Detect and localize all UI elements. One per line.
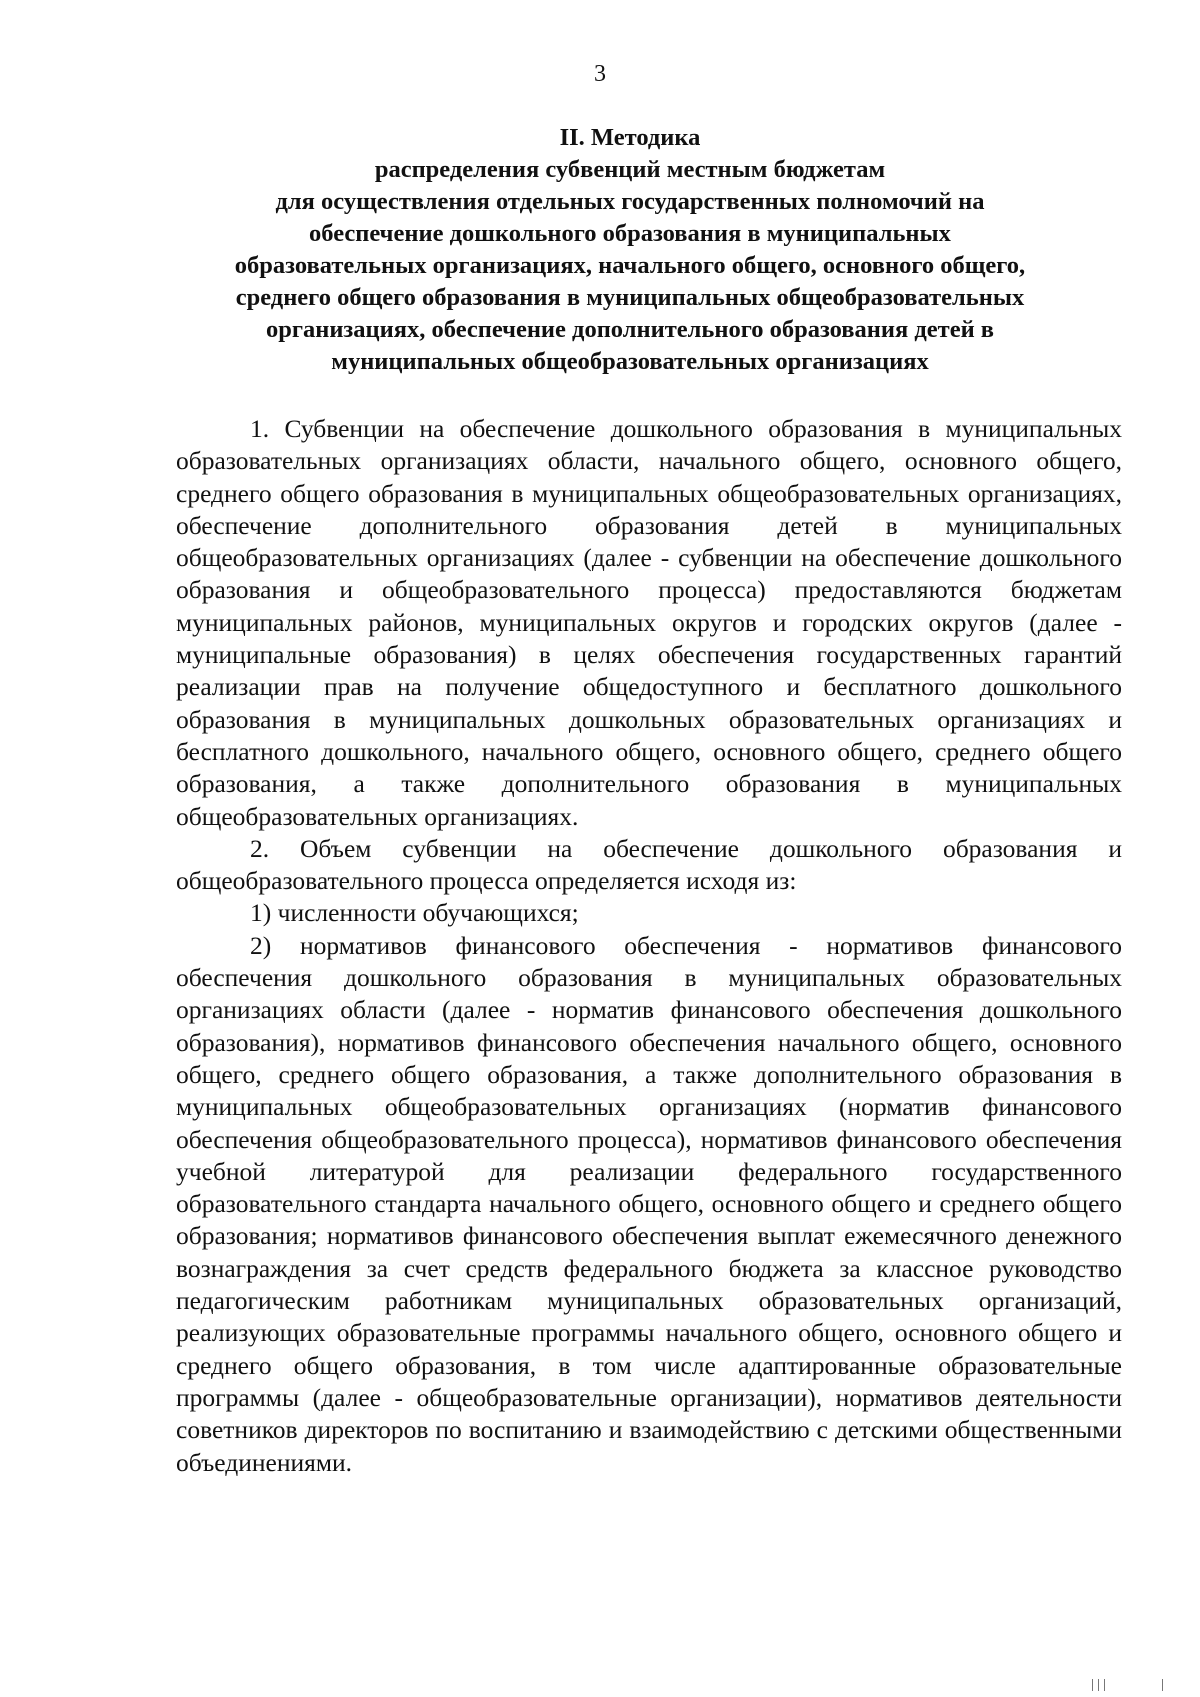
document-body: [176, 413, 1122, 1479]
title-line: II. Методика: [559, 124, 701, 151]
document-title: [170, 122, 1090, 378]
title-line: обеспечение дошкольного образования в муниципальных: [309, 220, 951, 247]
scan-mark: [1092, 1679, 1093, 1691]
page-number: 3: [594, 61, 606, 87]
title-line: распределения субвенций местным бюджетам: [374, 156, 886, 183]
title-line: для осуществления отдельных государственных полномочий на: [275, 188, 985, 215]
scan-mark: [1162, 1679, 1163, 1691]
scan-mark: [1098, 1679, 1099, 1691]
title-line: среднего общего образования в муниципальных общеобразовательных: [235, 284, 1025, 311]
scan-mark: [1104, 1679, 1105, 1691]
scan-artifact: [1070, 1677, 1170, 1691]
title-line: муниципальных общеобразовательных организациях: [331, 348, 929, 375]
title-line: образовательных организациях, начального общего, основного общего,: [234, 252, 1026, 279]
list-item-2: 2) нормативов финансового обеспечения - нормативов финансового обеспечения дошкольного образования в муниципальных образовательных организациях области (далее - норматив финансового обеспечения дошкольного образования), нормативов финансового обеспечения начального общего, основного общего, среднего общего образования, а также дополнительного образования в муниципальных общеобразовательных организациях (норматив финансового обеспечения общеобразовательного процесса), нормативов финансового обеспечения учебной литературой для реализации федерального государственного образовательного стандарта начального общего, основного общего и среднего общего образования; нормативов финансового обеспечения выплат ежемесячного денежного вознаграждения за счет средств федерального бюджета за классное руководство педагогическим работникам муниципальных образовательных организаций, реализующих образовательные программы начального общего, основного общего и среднего общего образования, в том числе адаптированные образовательные программы (далее - общеобразовательные организации), нормативов деятельности советников директоров по воспитанию и взаимодействию с детскими общественными объединениями.: [176, 930, 1122, 1477]
title-line: организациях, обеспечение дополнительного образования детей в: [265, 316, 995, 343]
paragraph-2: 2. Объем субвенции на обеспечение дошкольного образования и общеобразовательного процесса определяется исходя из:: [176, 833, 1122, 896]
list-item-1: 1) численности обучающихся;: [250, 898, 579, 928]
paragraph-1: 1. Субвенции на обеспечение дошкольного образования в муниципальных образовательных организациях области, начального общего, основного общего, среднего общего образования в муниципальных общеобразовательных организациях, обеспечение дополнительного образования детей в муниципальных общеобразовательных организациях (далее - субвенции на обеспечение дошкольного образования и общеобразовательного процесса) предоставляются бюджетам муниципальных районов, муниципальных округов и городских округов (далее - муниципальные образования) в целях обеспечения государственных гарантий реализации прав на получение общедоступного и бесплатного дошкольного образования в муниципальных дошкольных образовательных организациях и бесплатного дошкольного, начального общего, основного общего, среднего общего образования, а также дополнительного образования в муниципальных общеобразовательных организациях.: [176, 414, 1122, 831]
